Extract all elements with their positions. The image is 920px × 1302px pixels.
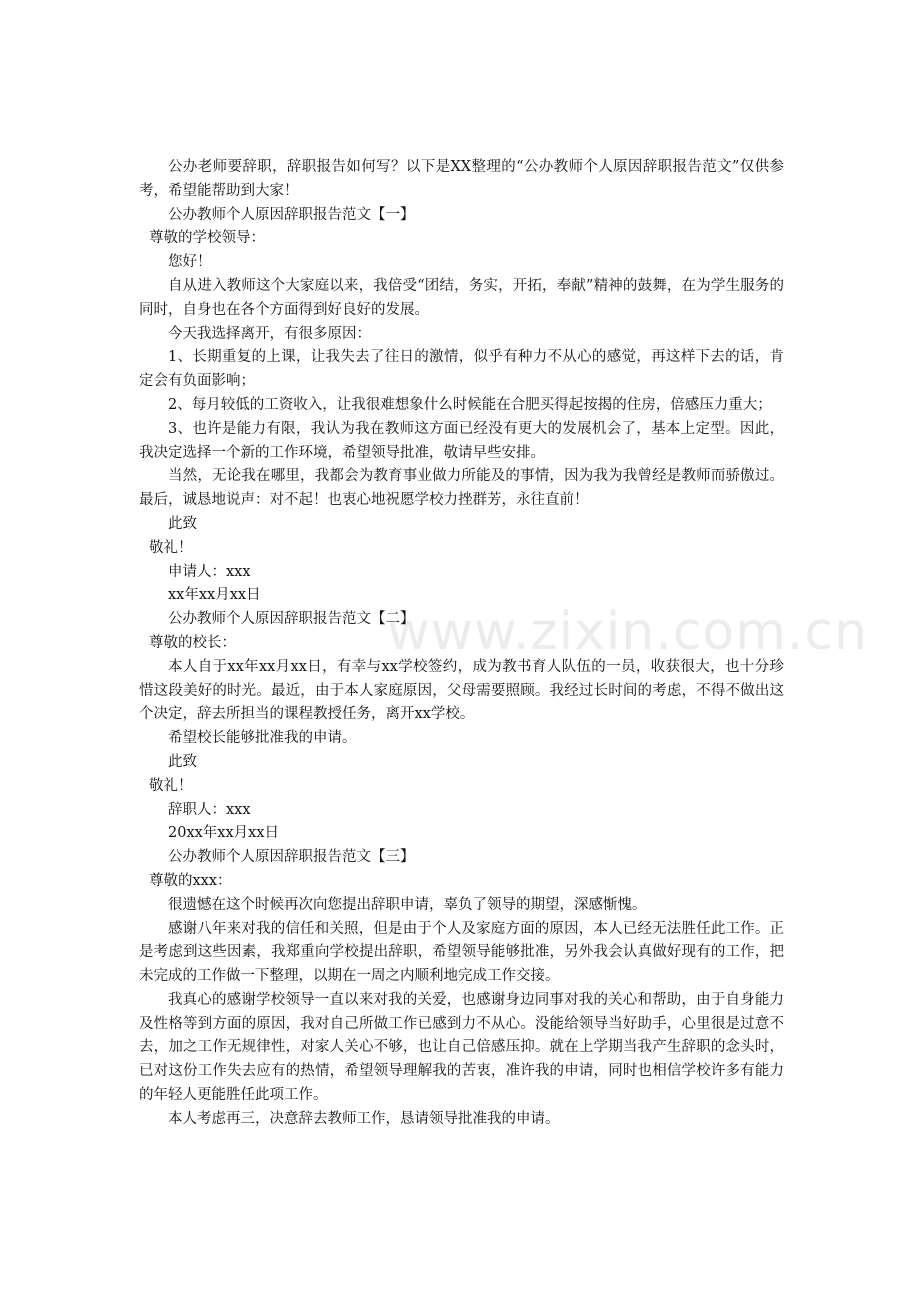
letter1-salutation: 尊敬的学校领导： [149, 230, 265, 247]
letter1-signer: 申请人：xxx [168, 563, 251, 580]
letter2-date: 20xx年xx月xx日 [168, 825, 280, 842]
letter2-signer: 辞职人：xxx [168, 801, 251, 818]
letter1-regards: 敬礼！ [149, 539, 193, 556]
letter2-paragraph: 本人自于xx年xx月xx日，有幸与xx学校签约，成为教书育人队伍的一员，收获很大，也十分珍惜这段美好的时光。最近，由于本人家庭原因，父母需要照顾。我经过长时间的考虑，不得不做出这个决定，辞去所担当的课程教授任务，离开xx学校。 [139, 658, 784, 723]
letter1-paragraph: 当然，无论我在哪里，我都会为教育事业做力所能及的事情，因为我为我曾经是教师而骄傲过。最后，诚恳地说声：对不起！也衷心地祝愿学校力挫群芳，永往直前！ [139, 468, 784, 509]
letter1-paragraph: 自从进入教师这个大家庭以来，我倍受“团结，务实，开拓，奉献”精神的鼓舞，在为学生服务的同时，自身也在各个方面得到好良好的发展。 [139, 277, 784, 318]
letter1-paragraph: 今天我选择离开，有很多原因： [168, 325, 371, 342]
letter2-title: 公办教师个人原因辞职报告范文【二】 [168, 611, 415, 628]
letter1-paragraph: 1、长期重复的上课，让我失去了往日的激情，似乎有种力不从心的感觉，再这样下去的话，肯定会有负面影响； [139, 349, 784, 390]
letter1-closing: 此致 [168, 515, 197, 532]
intro-paragraph: 公办老师要辞职，辞职报告如何写？以下是XX整理的“公办教师个人原因辞职报告范文”仅供参考，希望能帮助到大家！ [139, 159, 784, 199]
letter1-greeting: 您好！ [168, 254, 212, 271]
letter1-paragraph: 2、每月较低的工资收入，让我很难想象什么时候能在合肥买得起按揭的住房，倍感压力重大； [168, 396, 772, 413]
letter3-paragraph: 很遗憾在这个时候再次向您提出辞职申请，辜负了领导的期望，深感惭愧。 [168, 896, 647, 913]
letter3-title: 公办教师个人原因辞职报告范文【三】 [168, 849, 415, 866]
letter2-paragraph: 希望校长能够批准我的申请。 [168, 730, 357, 747]
letter3-salutation: 尊敬的xxx： [149, 872, 232, 889]
letter1-paragraph: 3、也许是能力有限，我认为我在教师这方面已经没有更大的发展机会了，基本上定型。因此，我决定选择一个新的工作环境，希望领导批准，敬请早些安排。 [139, 420, 784, 461]
letter1-date: xx年xx月xx日 [168, 587, 261, 604]
watermark: www.zixin.com.cn [387, 602, 868, 662]
letter3-paragraph: 我真心的感谢学校领导一直以来对我的关爱，也感谢身边同事对我的关心和帮助，由于自身能力及性格等到方面的原因，我对自己所做工作已感到力不从心。没能给领导当好助手，心里很是过意不去，加之工作无规律性，对家人关心不够，也让自己倍感压抑。就在上学期当我产生辞职的念头时，已对这份工作失去应有的热情，希望领导理解我的苦衷，准许我的申请，同时也相信学校许多有能力的年轻人更能胜任此项工作。 [139, 991, 784, 1104]
letter2-closing: 此致 [168, 753, 197, 770]
letter2-regards: 敬礼！ [149, 777, 193, 794]
letter3-paragraph: 感谢八年来对我的信任和关照，但是由于个人及家庭方面的原因，本人已经无法胜任此工作。正是考虑到这些因素，我郑重向学校提出辞职，希望领导能够批准，另外我会认真做好现有的工作，把未完成的工作做一下整理，以期在一周之内顺利地完成工作交接。 [139, 920, 784, 985]
letter2-salutation: 尊敬的校长： [149, 634, 236, 651]
document-body [139, 156, 784, 1132]
letter3-paragraph: 本人考虑再三，决意辞去教师工作，恳请领导批准我的申请。 [168, 1110, 560, 1127]
letter1-title: 公办教师个人原因辞职报告范文【一】 [168, 206, 415, 223]
